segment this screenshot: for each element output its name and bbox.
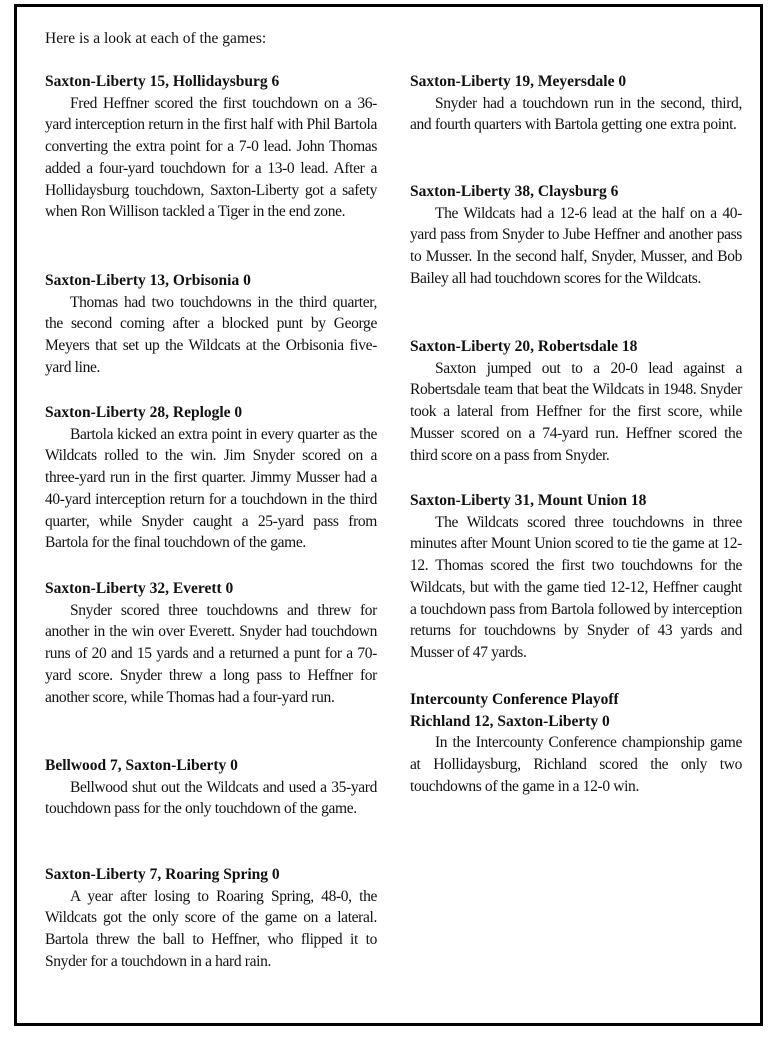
game-body: The Wildcats had a 12-6 lead at the half on a 40-yard pass from Snyder to Jube Heffner and another pass to Musser. In the second half, Snyder, Musser, and Bob Bailey all had touchdown scores for the Wildcats. [410, 204, 742, 287]
game-heading: Saxton-Liberty 38, Claysburg 6 [410, 183, 619, 200]
game-summary-robertsdale [410, 336, 742, 466]
game-summary-everett [45, 578, 377, 708]
game-body: Fred Heffner scored the first touchdown on a 36-yard interception return in the first half with Phil Bartola converting the extra point for a 7-0 lead. John Thomas added a four-yard touchdown for a 13-0 lead. After a Hollidaysburg touchdown, Saxton-Liberty got a safety when Ron Willison tackled a Tiger in the end zone. [45, 94, 377, 221]
game-summary-claysburg [410, 181, 742, 290]
game-heading: Saxton-Liberty 15, Hollidaysburg 6 [45, 73, 280, 90]
game-body: Saxton jumped out to a 20-0 lead against a Robertsdale team that beat the Wildcats in 1948. Snyder took a lateral from Heffner for the first score, while Musser scored on a 74-yard run. Heffner scored the third score on a pass from Snyder. [410, 359, 742, 464]
game-summary-meyersdale [410, 71, 742, 136]
game-summary-replogle [45, 402, 377, 554]
game-summary-roaring-spring [45, 864, 377, 973]
game-body: The Wildcats scored three touchdowns in three minutes after Mount Union scored to tie the game at 12-12. Thomas scored the first two touchdowns for the Wildcats, but with the game tied 12-12, Heffner caught a touchdown pass from Bartola followed by interception returns for touchdowns by Snyder of 43 yards and Musser of 47 yards. [410, 513, 742, 661]
game-body: Thomas had two touchdowns in the third quarter, the second coming after a blocked punt by George Meyers that set up the Wildcats at the Orbisonia five-yard line. [45, 293, 377, 376]
intro-text: Here is a look at each of the games: [45, 30, 267, 47]
game-body: Bellwood shut out the Wildcats and used a 35-yard touchdown pass for the only touchdown of the game. [45, 778, 377, 818]
game-summary-mount-union [410, 490, 742, 664]
game-summary-hollidaysburg [45, 71, 377, 223]
game-body: A year after losing to Roaring Spring, 48-0, the Wildcats got the only score of the game on a lateral. Bartola threw the ball to Heffner, who flipped it to Snyder for a touchdown in a hard rain. [45, 887, 377, 970]
game-heading: Saxton-Liberty 20, Robertsdale 18 [410, 338, 638, 355]
game-heading: Saxton-Liberty 13, Orbisonia 0 [45, 272, 251, 289]
game-summary-bellwood [45, 755, 377, 820]
game-heading: Bellwood 7, Saxton-Liberty 0 [45, 757, 238, 774]
game-heading: Saxton-Liberty 31, Mount Union 18 [410, 492, 647, 509]
game-summary-playoff [410, 689, 742, 798]
game-heading: Saxton-Liberty 32, Everett 0 [45, 580, 234, 597]
game-summary-orbisonia [45, 270, 377, 379]
game-heading: Richland 12, Saxton-Liberty 0 [410, 712, 610, 730]
game-body: Snyder scored three touchdowns and threw for another in the win over Everett. Snyder had touchdown runs of 20 and 15 yards and a returned a punt for a 70-yard score. Snyder threw a long pass to Heffner for another score, while Thomas had a four-yard run. [45, 601, 377, 706]
game-heading: Saxton-Liberty 28, Replogle 0 [45, 404, 243, 421]
game-body: Snyder had a touchdown run in the second, third, and fourth quarters with Bartola getting one extra point. [410, 94, 742, 134]
game-heading: Saxton-Liberty 19, Meyersdale 0 [410, 73, 627, 90]
game-heading: Saxton-Liberty 7, Roaring Spring 0 [45, 866, 280, 883]
playoff-label: Intercounty Conference Playoff [410, 691, 619, 708]
game-body: Bartola kicked an extra point in every quarter as the Wildcats rolled to the win. Jim Snyder scored on a three-yard run in the first quarter. Jimmy Musser had a 40-yard interception return for a touchdown in the third quarter, while Snyder caught a 25-yard pass from Bartola for the final touchdown of the game. [45, 425, 377, 552]
game-body: In the Intercounty Conference championship game at Hollidaysburg, Richland scored the only two touchdowns of the game in a 12-0 win. [410, 734, 742, 795]
